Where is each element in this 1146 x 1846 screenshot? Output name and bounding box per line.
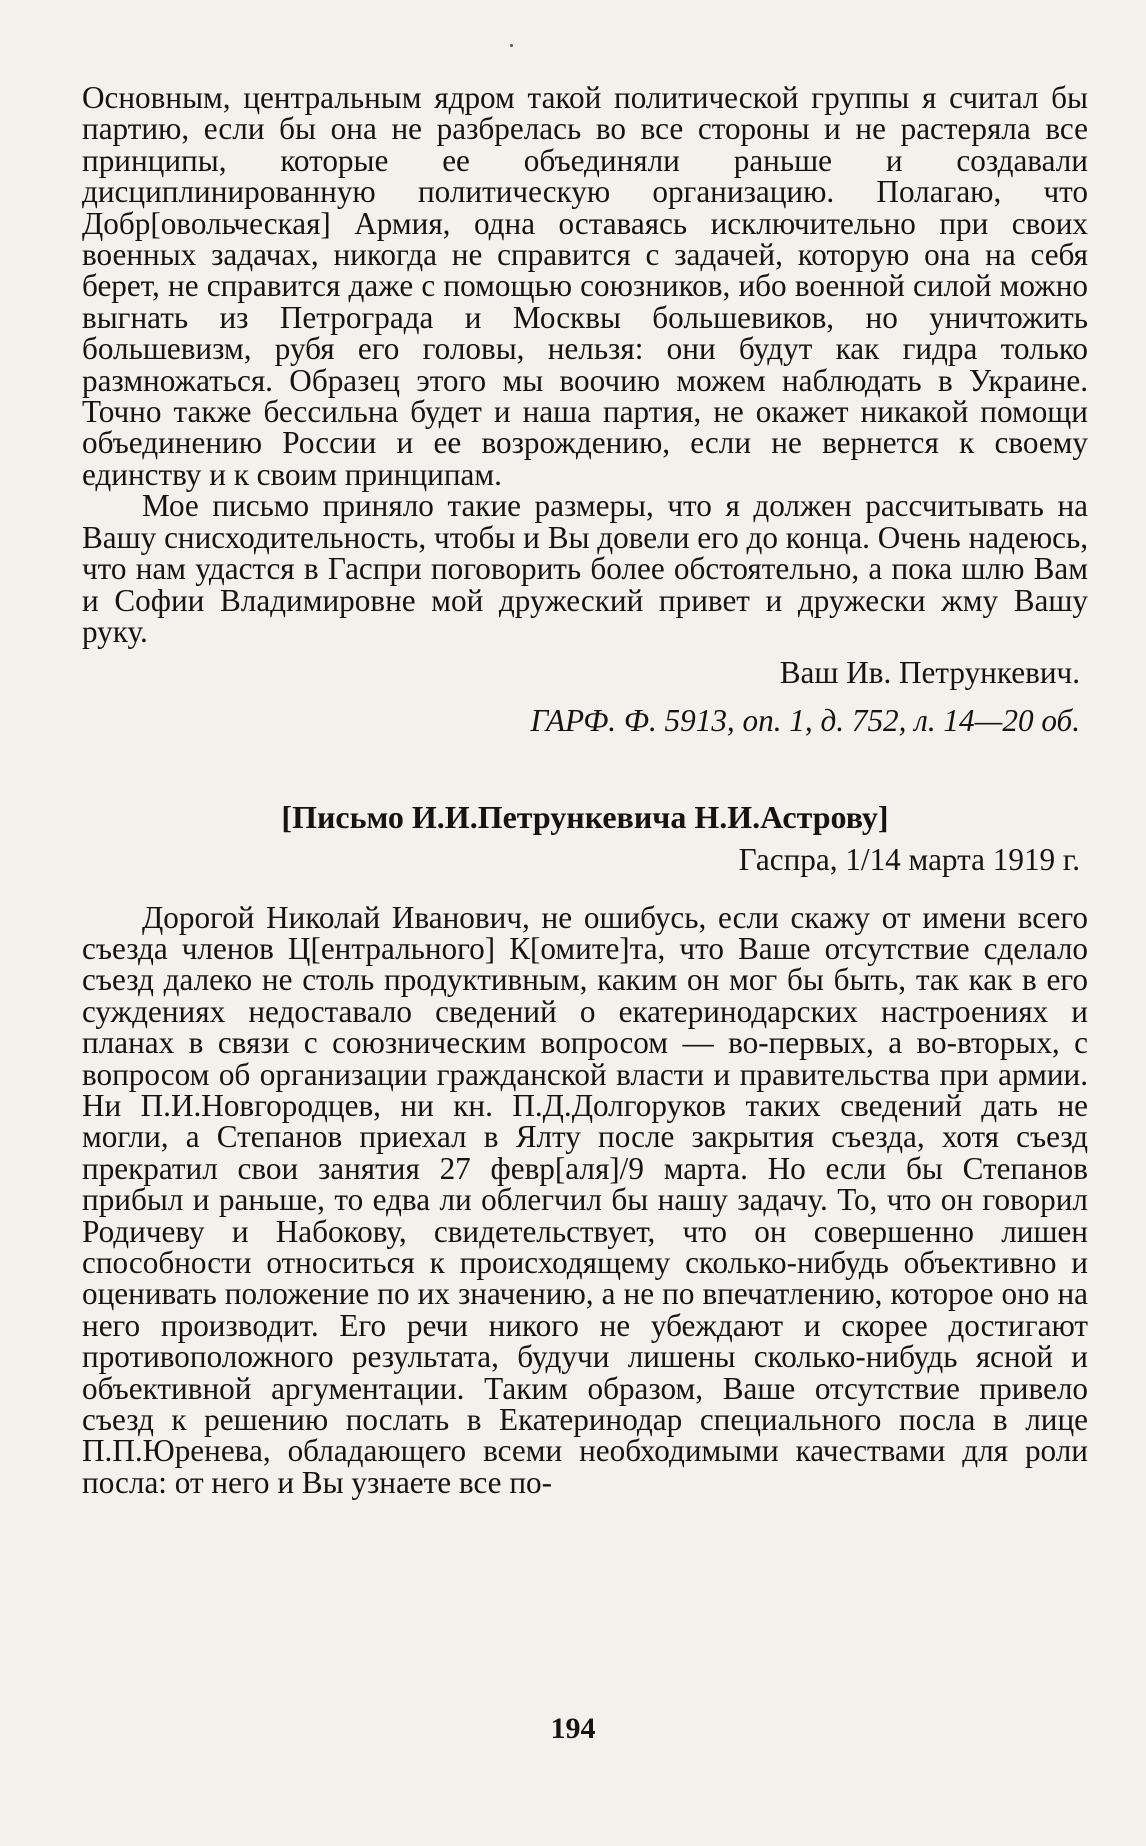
book-page-body — [82, 82, 1088, 1498]
letter2-paragraph-1: Дорогой Николай Иванович, не ошибусь, если скажу от имени всего съезда членов Ц[ентрального] К[омите]та, что Ваше отсутствие сделало съезд далеко не столь продуктивным, каким он мог бы быть, так как в его суждениях недоставало сведений о екатеринодарских настроениях и планах в связи с союзническим вопросом — во-первых, а во-вторых, с вопросом об организации гражданской власти и правительства при армии. Ни П.И.Новгородцев, ни кн. П.Д.Долгоруков таких сведений дать не могли, а Степанов приехал в Ялту после закрытия съезда, хотя съезд прекратил свои занятия 27 февр[аля]/9 марта. Но если бы Степанов прибыл и раньше, то едва ли облегчил бы нашу задачу. То, что он говорил Родичеву и Набокову, свидетельствует, что он совершенно лишен способности относиться к происходящему сколько-нибудь объективно и оценивать положение по их значению, а не по впечатлению, которое оно на него производит. Его речи никого не убеждают и скорее достигают противоположного результата, будучи лишены сколько-нибудь ясной и объективной аргументации. Таким образом, Ваше отсутствие привело съезд к решению послать в Екатеринодар специального посла в лице П.П.Юренева, обладающего всеми необходимыми качествами для роли посла: от него и Вы узнаете все по- — [82, 899, 1088, 1500]
letter1-signature: Ваш Ив. Петрункевич. — [779, 655, 1080, 691]
page-number: 194 — [550, 1712, 596, 1745]
letter2-dateline: Гаспра, 1/14 марта 1919 г. — [738, 842, 1080, 878]
letter2-title: [Письмо И.И.Петрункевича Н.И.Астрову] — [281, 799, 889, 836]
archive-reference: ГАРФ. Ф. 5913, оп. 1, д. 752, л. 14—20 об. — [530, 702, 1080, 738]
letter1-paragraph-2: Мое письмо приняло такие размеры, что я должен рассчитывать на Вашу снисходительность, чтобы и Вы довели его до конца. Очень надеюсь, что нам удастся в Гаспри поговорить более обстоятельно, а пока шлю Вам и Софии Владимировне мой дружеский привет и дружески жму Вашу руку. — [82, 488, 1088, 649]
scan-speck — [510, 44, 513, 47]
letter1-paragraph-1: Основным, центральным ядром такой политической группы я считал бы партию, если бы она не разбрелась во все стороны и не растеряла все принципы, которые ее объединяли раньше и создавали дисциплинированную политическую организацию. Полагаю, что Добр[овольческая] Армия, одна оставаясь исключительно при своих военных задачах, никогда не справится с задачей, которую она на себя берет, не справится даже с помощью союзников, ибо военной силой можно выгнать из Петрограда и Москвы большевиков, но уничтожить большевизм, рубя его головы, нельзя: они будут как гидра только размножаться. Образец этого мы воочию можем наблюдать в Украине. Точно также бессильна будет и наша партия, не окажет никакой помощи объединению России и ее возрождению, если не вернется к своему единству и к своим принципам. — [82, 80, 1088, 492]
